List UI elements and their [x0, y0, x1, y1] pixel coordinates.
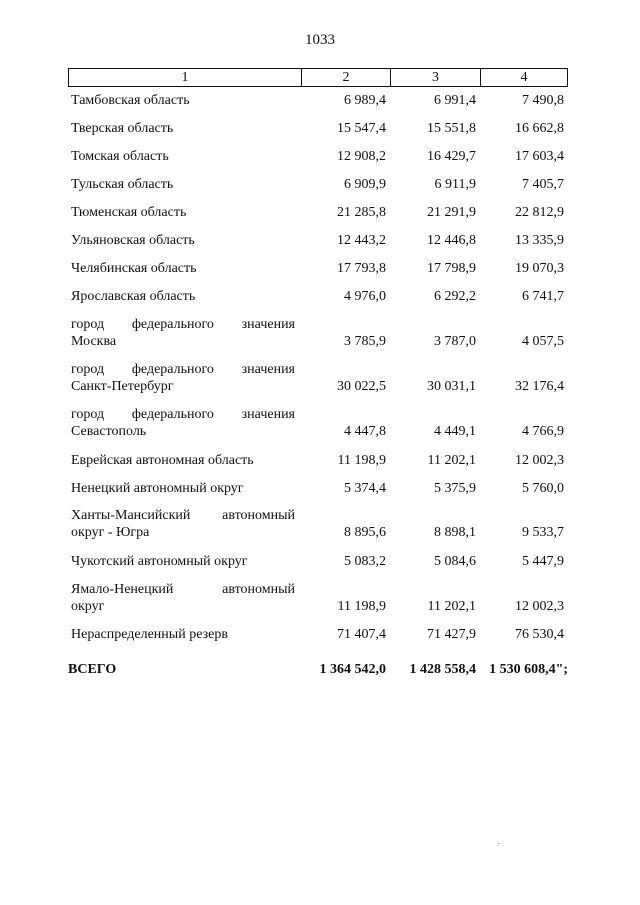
region-name-line-1: Ямало-Ненецкий автономный	[71, 582, 295, 597]
value-col-3: 16 429,7	[427, 149, 476, 164]
value-col-2: 3 785,9	[344, 334, 386, 349]
scan-speck	[498, 843, 499, 844]
value-col-3: 11 202,1	[427, 599, 476, 614]
value-col-3: 17 798,9	[427, 261, 476, 276]
value-col-4: 4 766,9	[522, 424, 564, 439]
region-name: Чукотский автономный округ	[71, 554, 248, 569]
total-label: ВСЕГО	[68, 662, 117, 677]
region-name: Тюменская область	[71, 205, 187, 220]
value-col-2: 4 976,0	[344, 289, 386, 304]
value-col-2: 12 443,2	[337, 233, 386, 248]
region-name: Ярославская область	[71, 289, 196, 304]
value-col-3: 21 291,9	[427, 205, 476, 220]
value-col-3: 4 449,1	[434, 424, 476, 439]
total-col-2: 1 364 542,0	[319, 662, 386, 677]
region-name-line-1: город федерального значения	[71, 407, 295, 422]
value-col-2: 8 895,6	[344, 525, 386, 540]
value-col-3: 12 446,8	[427, 233, 476, 248]
value-col-4: 12 002,3	[515, 599, 564, 614]
value-col-4: 6 741,7	[522, 289, 564, 304]
total-col-3: 1 428 558,4	[409, 662, 476, 677]
value-col-4: 5 760,0	[522, 481, 564, 496]
region-name-line-2: Севастополь	[71, 424, 147, 439]
value-col-4: 12 002,3	[515, 453, 564, 468]
value-col-2: 11 198,9	[337, 453, 386, 468]
region-name: Нераспределенный резерв	[71, 627, 228, 642]
value-col-2: 30 022,5	[337, 379, 386, 394]
table-header	[68, 68, 568, 87]
value-col-3: 3 787,0	[434, 334, 476, 349]
value-col-4: 76 530,4	[515, 627, 564, 642]
value-col-4: 13 335,9	[515, 233, 564, 248]
region-name: Тульская область	[71, 177, 174, 192]
value-col-2: 15 547,4	[337, 121, 386, 136]
region-name-line-2: округ - Югра	[71, 525, 150, 540]
value-col-2: 5 374,4	[344, 481, 386, 496]
region-name-line-1: Ханты-Мансийский автономный	[71, 508, 295, 523]
value-col-2: 4 447,8	[344, 424, 386, 439]
value-col-4: 4 057,5	[522, 334, 564, 349]
value-col-3: 8 898,1	[434, 525, 476, 540]
region-name: Еврейская автономная область	[71, 453, 254, 468]
value-col-3: 30 031,1	[427, 379, 476, 394]
region-name-line-2: Москва	[71, 334, 117, 349]
total-col-4: 1 530 608,4";	[489, 662, 568, 677]
value-col-2: 11 198,9	[337, 599, 386, 614]
header-col-3: 3	[390, 69, 480, 86]
value-col-4: 22 812,9	[515, 205, 564, 220]
value-col-4: 7 405,7	[522, 177, 564, 192]
region-name-line-2: округ	[71, 599, 105, 614]
region-name: Ульяновская область	[71, 233, 195, 248]
value-col-2: 5 083,2	[344, 554, 386, 569]
value-col-4: 19 070,3	[515, 261, 564, 276]
value-col-3: 6 911,9	[434, 177, 476, 192]
value-col-2: 17 793,8	[337, 261, 386, 276]
value-col-4: 32 176,4	[515, 379, 564, 394]
value-col-4: 17 603,4	[515, 149, 564, 164]
value-col-3: 5 375,9	[434, 481, 476, 496]
region-name-line-1: город федерального значения	[71, 362, 295, 377]
region-name: Челябинская область	[71, 261, 197, 276]
page-number: 1033	[305, 32, 335, 48]
value-col-3: 11 202,1	[427, 453, 476, 468]
value-col-4: 9 533,7	[522, 525, 564, 540]
region-name-line-2: Санкт-Петербург	[71, 379, 174, 394]
region-name-line-1: город федерального значения	[71, 317, 295, 332]
region-name: Тамбовская область	[71, 93, 190, 108]
value-col-2: 12 908,2	[337, 149, 386, 164]
value-col-3: 6 991,4	[434, 93, 476, 108]
value-col-3: 5 084,6	[434, 554, 476, 569]
value-col-4: 5 447,9	[522, 554, 564, 569]
value-col-4: 7 490,8	[522, 93, 564, 108]
region-name: Тверская область	[71, 121, 174, 136]
region-name: Томская область	[71, 149, 169, 164]
header-col-2: 2	[301, 69, 390, 86]
header-col-1: 1	[181, 70, 189, 85]
value-col-2: 21 285,8	[337, 205, 386, 220]
value-col-3: 15 551,8	[427, 121, 476, 136]
value-col-4: 16 662,8	[515, 121, 564, 136]
value-col-2: 6 909,9	[344, 177, 386, 192]
value-col-2: 71 407,4	[337, 627, 386, 642]
header-col-4: 4	[480, 69, 567, 86]
region-name: Ненецкий автономный округ	[71, 481, 244, 496]
value-col-3: 71 427,9	[427, 627, 476, 642]
value-col-2: 6 989,4	[344, 93, 386, 108]
value-col-3: 6 292,2	[434, 289, 476, 304]
